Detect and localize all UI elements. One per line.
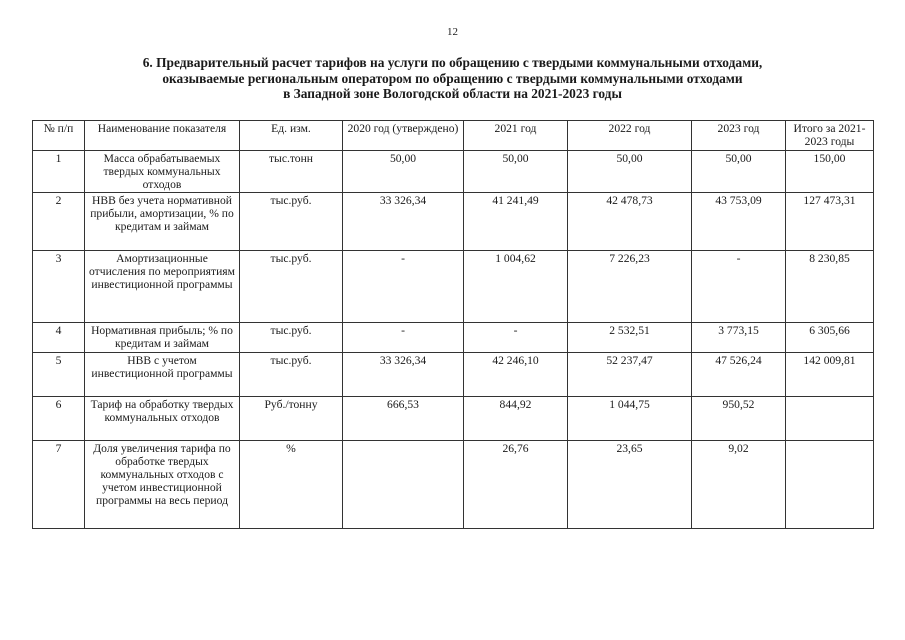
unit-cell: тыс.руб.: [240, 353, 343, 397]
value-2021: 844,92: [464, 397, 568, 441]
unit-cell: тыс.руб.: [240, 251, 343, 323]
row-number: 7: [33, 441, 85, 529]
value-2021: -: [464, 323, 568, 353]
value-total: 127 473,31: [786, 193, 874, 251]
column-header: 2021 год: [464, 121, 568, 151]
value-2023: 3 773,15: [692, 323, 786, 353]
column-header: 2022 год: [568, 121, 692, 151]
value-2022: 2 532,51: [568, 323, 692, 353]
indicator-name: Тариф на обработку твердых коммунальных отходов: [85, 397, 240, 441]
value-2021: 1 004,62: [464, 251, 568, 323]
table-row: [33, 193, 874, 251]
value-2020: 33 326,34: [343, 193, 464, 251]
column-header: 2020 год (утверждено): [343, 121, 464, 151]
document-title: [60, 55, 845, 102]
value-2020: -: [343, 251, 464, 323]
value-2021: 42 246,10: [464, 353, 568, 397]
table-row: [33, 353, 874, 397]
table-row: [33, 251, 874, 323]
column-header: Итого за 2021-2023 годы: [786, 121, 874, 151]
unit-cell: %: [240, 441, 343, 529]
value-2022: 50,00: [568, 151, 692, 193]
row-number: 2: [33, 193, 85, 251]
value-2022: 7 226,23: [568, 251, 692, 323]
value-2021: 41 241,49: [464, 193, 568, 251]
unit-cell: тыс.руб.: [240, 323, 343, 353]
table-row: [33, 151, 874, 193]
value-2021: 50,00: [464, 151, 568, 193]
value-total: 142 009,81: [786, 353, 874, 397]
value-total: [786, 441, 874, 529]
value-2023: 9,02: [692, 441, 786, 529]
value-total: 150,00: [786, 151, 874, 193]
value-2022: 52 237,47: [568, 353, 692, 397]
value-2020: 666,53: [343, 397, 464, 441]
column-header: № п/п: [33, 121, 85, 151]
title-line-1: 6. Предварительный расчет тарифов на услуги по обращению с твердыми коммунальными отходами,: [142, 55, 763, 70]
value-2023: 50,00: [692, 151, 786, 193]
unit-cell: тыс.тонн: [240, 151, 343, 193]
table-row: [33, 397, 874, 441]
value-2020: 50,00: [343, 151, 464, 193]
indicator-name: НВВ с учетом инвестиционной программы: [85, 353, 240, 397]
value-2023: -: [692, 251, 786, 323]
page-number: 12: [447, 26, 458, 38]
column-header: 2023 год: [692, 121, 786, 151]
table-header-row: [33, 121, 874, 151]
value-total: 8 230,85: [786, 251, 874, 323]
title-line-2: оказываемые региональным оператором по обращению с твердыми коммунальными отходами: [162, 70, 743, 86]
indicator-name: Амортизационные отчисления по мероприятиям инвестиционной программы: [85, 251, 240, 323]
value-2021: 26,76: [464, 441, 568, 529]
title-line-3: в Западной зоне Вологодской области на 2021-2023 годы: [283, 86, 622, 101]
value-2023: 950,52: [692, 397, 786, 441]
indicator-name: Нормативная прибыль; % по кредитам и займам: [85, 323, 240, 353]
value-2020: -: [343, 323, 464, 353]
row-number: 4: [33, 323, 85, 353]
unit-cell: Руб./тонну: [240, 397, 343, 441]
value-total: 6 305,66: [786, 323, 874, 353]
value-2022: 1 044,75: [568, 397, 692, 441]
indicator-name: Доля увеличения тарифа по обработке твердых коммунальных отходов с учетом инвестиционной программы на весь период: [85, 441, 240, 529]
indicator-name: Масса обрабатываемых твердых коммунальных отходов: [85, 151, 240, 193]
value-2023: 47 526,24: [692, 353, 786, 397]
indicator-name: НВВ без учета нормативной прибыли, амортизации, % по кредитам и займам: [85, 193, 240, 251]
column-header: Ед. изм.: [240, 121, 343, 151]
unit-cell: тыс.руб.: [240, 193, 343, 251]
column-header: Наименование показателя: [85, 121, 240, 151]
value-2022: 23,65: [568, 441, 692, 529]
row-number: 5: [33, 353, 85, 397]
value-2022: 42 478,73: [568, 193, 692, 251]
value-total: [786, 397, 874, 441]
row-number: 6: [33, 397, 85, 441]
table-row: [33, 441, 874, 529]
tariff-table: [32, 120, 874, 529]
row-number: 1: [33, 151, 85, 193]
table-row: [33, 323, 874, 353]
row-number: 3: [33, 251, 85, 323]
value-2023: 43 753,09: [692, 193, 786, 251]
value-2020: 33 326,34: [343, 353, 464, 397]
value-2020: [343, 441, 464, 529]
